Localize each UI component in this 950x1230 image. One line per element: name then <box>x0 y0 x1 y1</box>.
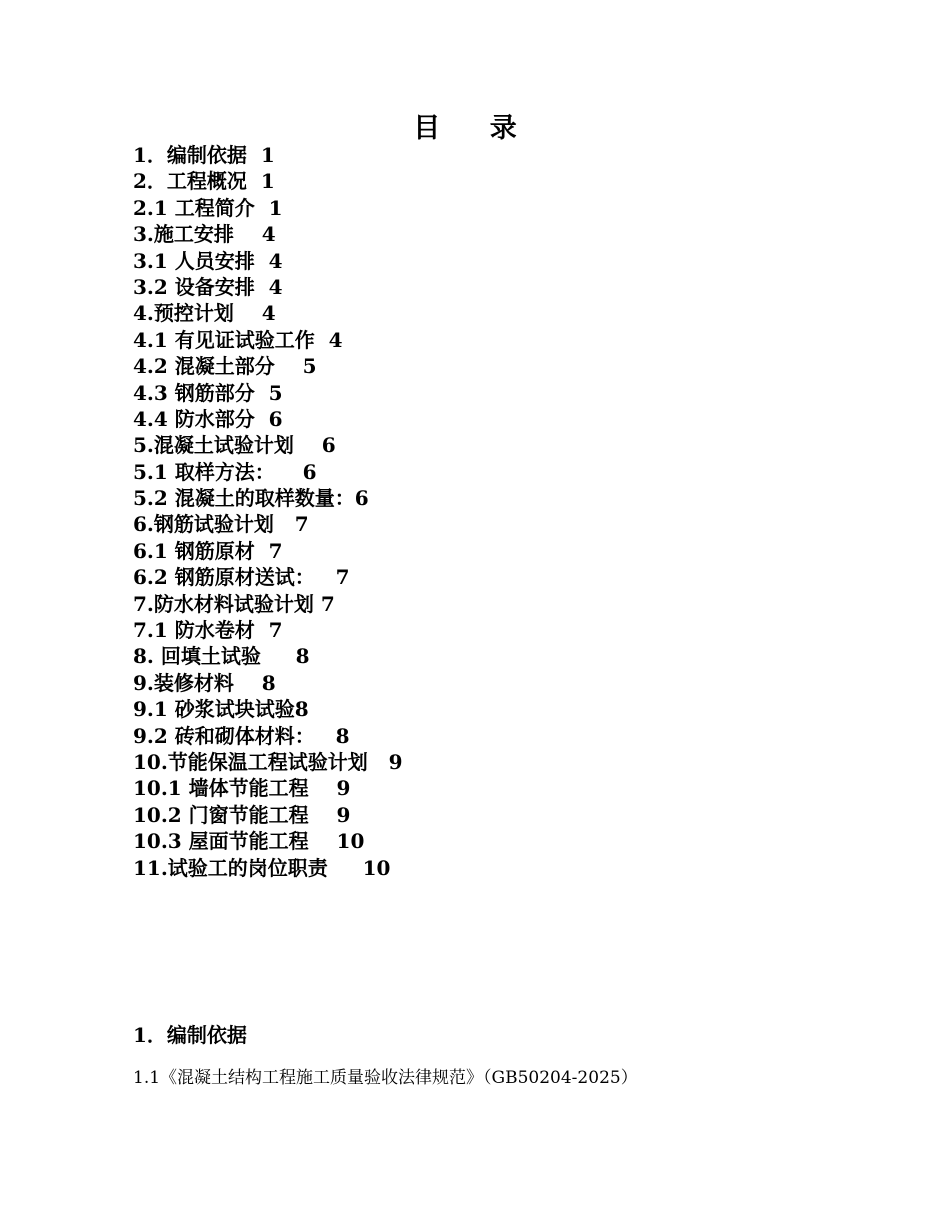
toc-entry[interactable]: 2．工程概况 1 <box>133 169 275 194</box>
toc-entry[interactable]: 4.4 防水部分 6 <box>133 406 283 431</box>
toc-entry[interactable]: 9.1 砂浆试块试验8 <box>133 697 309 722</box>
toc-entry[interactable]: 5.混凝土试验计划 6 <box>133 433 336 458</box>
toc-entry[interactable]: 7.防水材料试验计划 7 <box>133 591 335 616</box>
toc-entry[interactable]: 10.节能保温工程试验计划 9 <box>133 749 403 774</box>
toc-entry[interactable]: 7.1 防水卷材 7 <box>133 618 283 643</box>
toc-entry[interactable]: 9.装修材料 8 <box>133 670 276 695</box>
toc-entry[interactable]: 5.1 取样方法： 6 <box>133 459 317 484</box>
toc-entry[interactable]: 4.预控计划 4 <box>133 301 276 326</box>
toc-entry[interactable]: 10.1 墙体节能工程 9 <box>133 776 351 801</box>
toc-entry[interactable]: 6.1 钢筋原材 7 <box>133 538 283 563</box>
toc-entry[interactable]: 6.2 钢筋原材送试： 7 <box>133 565 350 590</box>
toc-entry[interactable]: 3.施工安排 4 <box>133 222 276 247</box>
section-heading: 1．编制依据 <box>133 1023 247 1047</box>
toc-entry[interactable]: 2.1 工程简介 1 <box>133 195 283 220</box>
toc-entry[interactable]: 6.钢筋试验计划 7 <box>133 512 309 537</box>
toc-entry[interactable]: 4.2 混凝土部分 5 <box>133 354 317 379</box>
toc-entry[interactable]: 3.2 设备安排 4 <box>133 274 283 299</box>
toc-entry[interactable]: 10.2 门窗节能工程 9 <box>133 802 351 827</box>
toc-entry[interactable]: 4.3 钢筋部分 5 <box>133 380 283 405</box>
toc-entry[interactable]: 4.1 有见证试验工作 4 <box>133 327 343 352</box>
toc-entry[interactable]: 3.1 人员安排 4 <box>133 248 283 273</box>
toc-entry[interactable]: 9.2 砖和砌体材料： 8 <box>133 723 350 748</box>
toc-list <box>133 142 733 881</box>
toc-entry[interactable]: 8. 回填土试验 8 <box>133 644 310 669</box>
toc-title: 目 录 <box>413 113 537 144</box>
toc-entry[interactable]: 11.试验工的岗位职责 10 <box>133 855 391 880</box>
toc-entry[interactable]: 10.3 屋面节能工程 10 <box>133 829 365 854</box>
toc-entry[interactable]: 1．编制依据 1 <box>133 143 275 167</box>
body-paragraph: 1.1《混凝土结构工程施工质量验收法律规范》（GB50204-2025） <box>133 1068 638 1088</box>
toc-entry[interactable]: 5.2 混凝土的取样数量：6 <box>133 486 369 511</box>
